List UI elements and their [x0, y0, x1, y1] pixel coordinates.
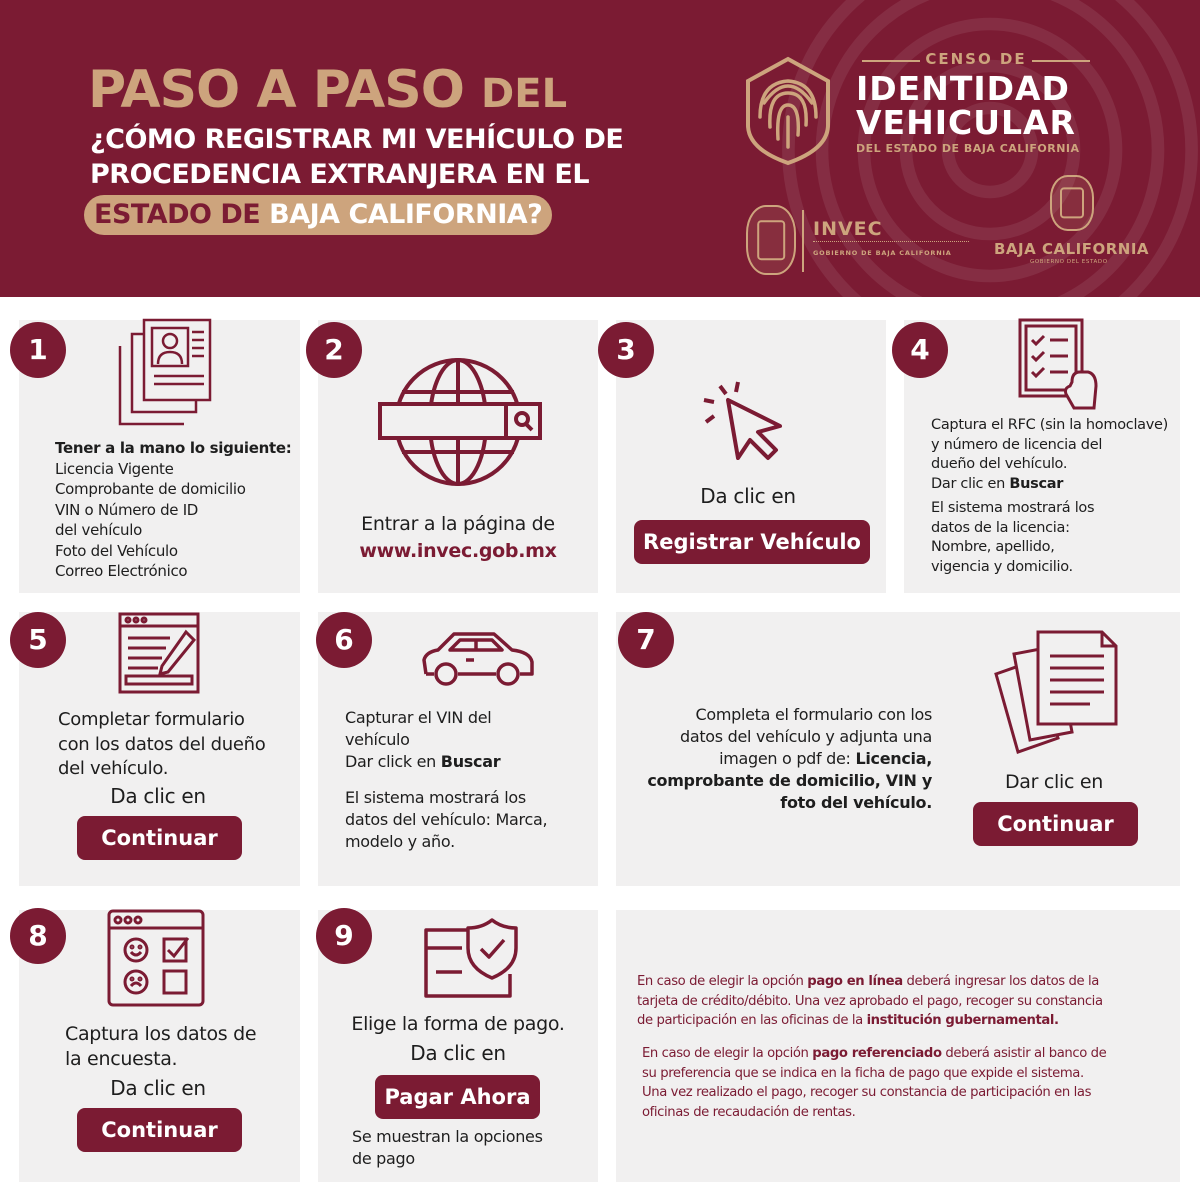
- step-8-number: 8: [10, 908, 66, 964]
- step-6-number: 6: [316, 612, 372, 668]
- invec-gobierno-text: GOBIERNO DE BAJA CALIFORNIA: [813, 249, 952, 257]
- invec-website-link[interactable]: www.invec.gob.mx: [359, 540, 557, 562]
- step-6-text: Capturar el VIN del vehículo Dar click en Buscar El sistema mostrará los datos del vehículo: Marca, modelo y año.: [345, 708, 548, 851]
- step-1-text: Tener a la mano lo siguiente: Licencia Vigente Comprobante de domicilio VIN o Número de ID del vehículo Foto del Vehículo Correo Electrónico: [55, 439, 292, 580]
- invec-logo-text: INVEC: [813, 218, 883, 240]
- step-9-number: 9: [316, 908, 372, 964]
- checklist-clipboard-icon: [1014, 316, 1104, 416]
- step-5-number: 5: [10, 612, 66, 668]
- step-9-foot: Se muestran la opciones de pago: [352, 1127, 543, 1168]
- step-8-text: Captura los datos de la encuesta.: [65, 1023, 257, 1070]
- step-9-text: Elige la forma de pago.: [351, 1013, 565, 1035]
- step-2-number: 2: [306, 322, 362, 378]
- car-icon: [420, 628, 536, 690]
- form-edit-icon: [116, 610, 202, 696]
- step-5-da-clic: Da clic en: [110, 784, 206, 808]
- title-state-pill: ESTADO DE BAJA CALIFORNIA?: [84, 195, 552, 235]
- invec-seal-icon: [746, 205, 796, 275]
- step-7-number: 7: [618, 612, 674, 668]
- invec-rule: [813, 241, 969, 244]
- step-4-text: Captura el RFC (sin la homoclave) y número de licencia del dueño del vehículo. Dar clic en Buscar El sistema mostrará los datos de la licencia: Nombre, apellido, vigencia y domicilio.: [931, 417, 1169, 575]
- step-1-number: 1: [10, 322, 66, 378]
- invec-divider: [802, 210, 804, 272]
- id-documents-icon: [114, 316, 214, 428]
- fingerprint-logo-icon: [742, 55, 834, 167]
- censo-de-label: CENSO DE: [856, 50, 1096, 68]
- payment-referenced-info: En caso de elegir la opción pago referenciado deberá asistir al banco de su preferencia que se indica en la ficha de pago que expide el sistema. Una vez realizado el pago, recoger su constancia de participación en las oficinas de recaudación de rentas.: [642, 1046, 1107, 1120]
- step-7-dar-clic: Dar clic en: [1004, 771, 1104, 793]
- censo-subtitle: DEL ESTADO DE BAJA CALIFORNIA: [856, 142, 1080, 155]
- step-7-continuar-button[interactable]: Continuar: [973, 802, 1138, 846]
- step-3-text: Da clic en: [700, 484, 796, 508]
- step-4-number: 4: [892, 322, 948, 378]
- baja-california-seal-icon: [1050, 175, 1094, 231]
- globe-search-icon: [376, 356, 546, 488]
- step-7-text: Completa el formulario con los datos del vehículo y adjunta una imagen o pdf de: Licencia, comprobante de domicilio, VIN y foto del vehículo.: [647, 705, 932, 812]
- step-5-continuar-button[interactable]: Continuar: [77, 816, 242, 860]
- step-3-number: 3: [598, 322, 654, 378]
- secure-card-icon: [420, 916, 520, 1000]
- identidad-vehicular-title: IDENTIDAD VEHICULAR: [856, 69, 1076, 142]
- title-question: ¿CÓMO REGISTRAR MI VEHÍCULO DE PROCEDENCIA EXTRANJERA EN EL: [90, 124, 624, 190]
- step-2-text: Entrar a la página de: [361, 513, 555, 535]
- cursor-click-icon: [700, 378, 792, 466]
- baja-california-sub: GOBIERNO DEL ESTADO: [1030, 259, 1108, 265]
- step-8-da-clic: Da clic en: [110, 1076, 206, 1100]
- payment-online-info: En caso de elegir la opción pago en línea deberá ingresar los datos de la tarjeta de crédito/débito. Una vez aprobado el pago, recoger su constancia de participación en las oficinas de la institución gubernamental.: [637, 974, 1103, 1028]
- step-9-da-clic: Da clic en: [410, 1041, 506, 1065]
- documents-stack-icon: [990, 628, 1122, 756]
- survey-window-icon: [106, 908, 206, 1010]
- header-banner: [0, 0, 1200, 297]
- step-8-continuar-button[interactable]: Continuar: [77, 1108, 242, 1152]
- title-paso-a-paso: PASO A PASO DEL: [88, 60, 568, 120]
- step-5-text: Completar formulario con los datos del dueño del vehículo.: [58, 709, 266, 779]
- pagar-ahora-button[interactable]: Pagar Ahora: [375, 1075, 540, 1119]
- baja-california-logo-text: BAJA CALIFORNIA: [994, 240, 1150, 258]
- registrar-vehiculo-button[interactable]: Registrar Vehículo: [634, 520, 870, 564]
